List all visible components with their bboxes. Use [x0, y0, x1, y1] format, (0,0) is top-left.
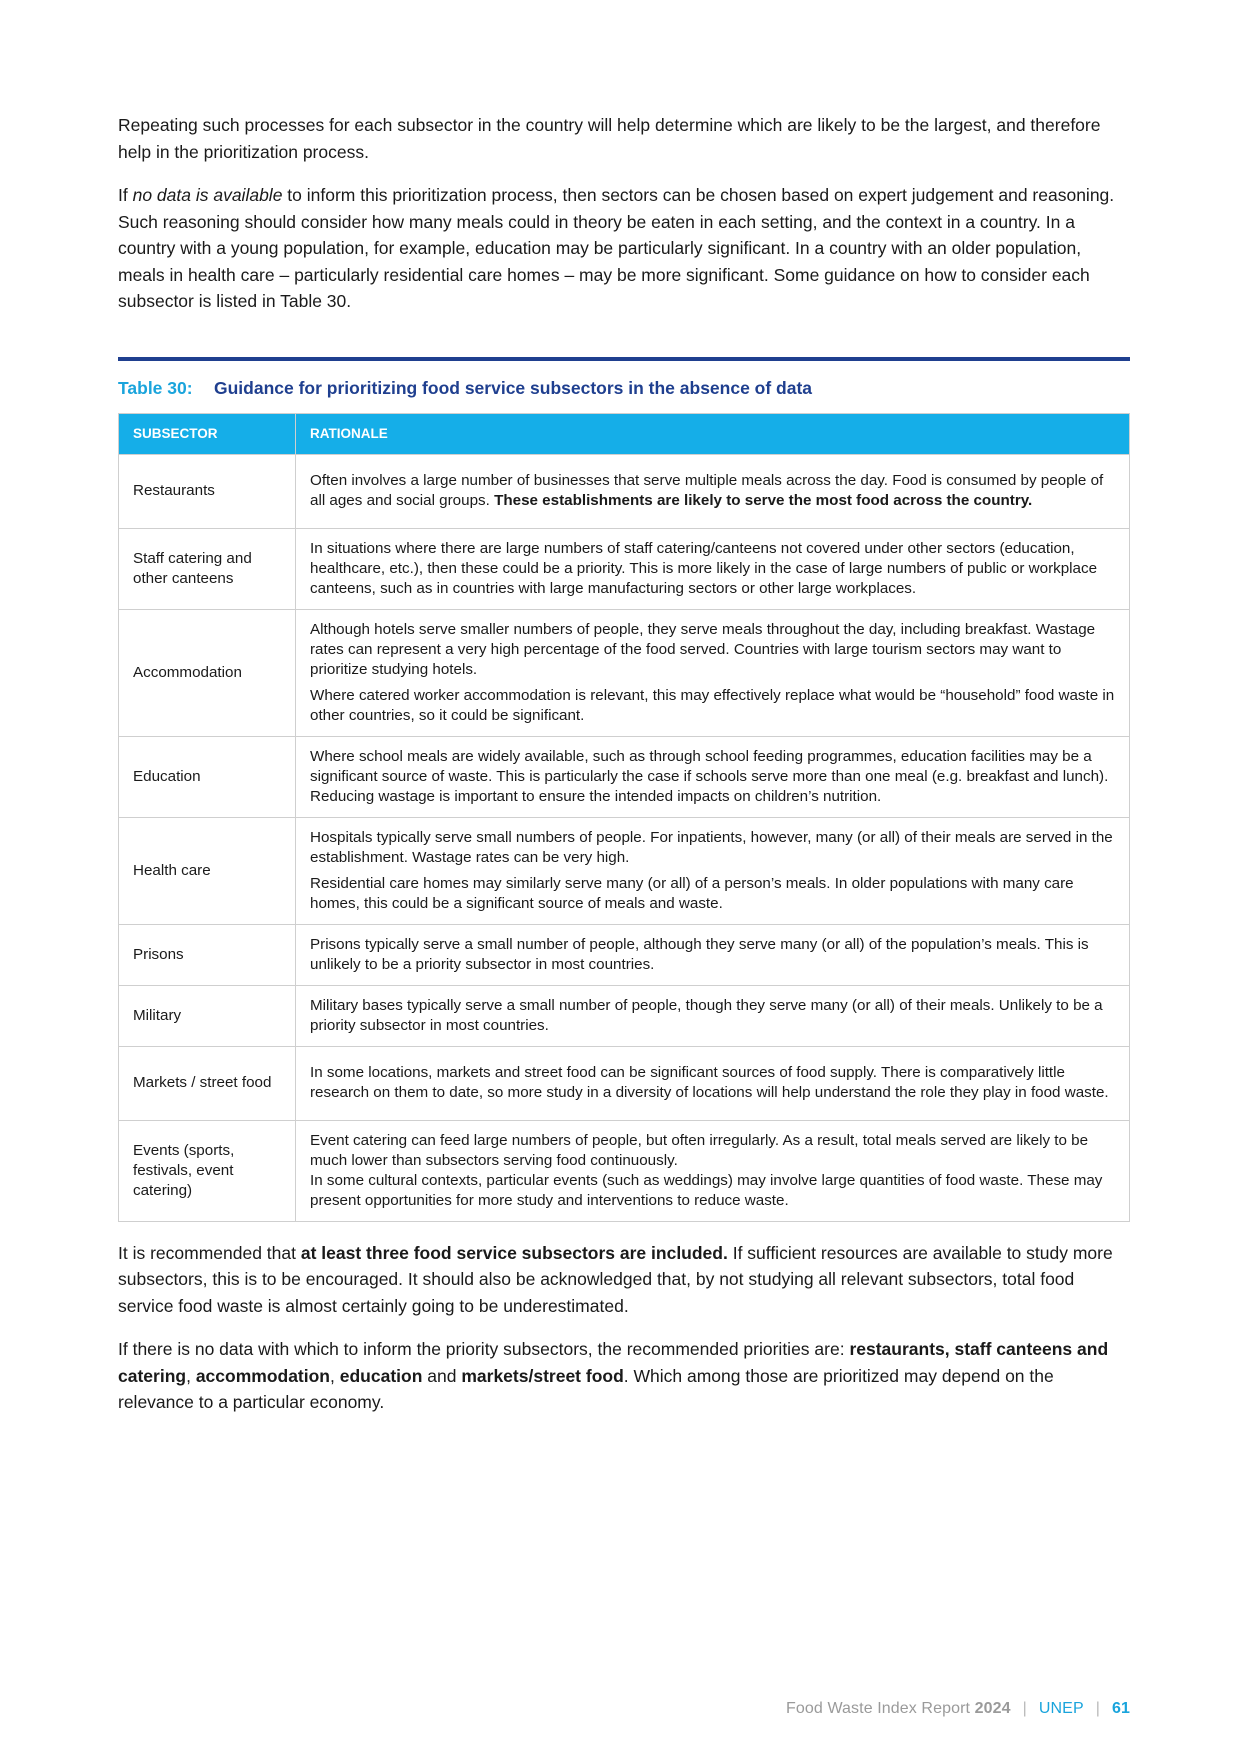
- footer-separator: |: [1022, 1700, 1027, 1717]
- text-run: It is recommended that: [118, 1242, 301, 1263]
- table-number: Table 30:: [118, 377, 193, 398]
- rationale-text: Residential care homes may similarly serve many (or all) of a person’s meals. In older populations with many care homes, this could be a significant source of meals and waste.: [310, 874, 1074, 912]
- bold-run: restaurants, staff canteens and catering: [118, 1339, 1109, 1386]
- table-row: [119, 924, 1130, 985]
- text-run: . Which among those are prioritized may depend on the relevance to a particular economy.: [118, 1365, 1054, 1412]
- rationale-text: Prisons typically serve a small number of people, although they serve many (or all) of the population’s meals. This is unlikely to be a priority subsector in most countries.: [310, 935, 1089, 973]
- bold-run: accommodation: [195, 1365, 331, 1386]
- bold-run: at least three food service subsectors are included.: [300, 1242, 728, 1263]
- text-run: ,: [186, 1365, 196, 1386]
- table-row: [119, 1046, 1130, 1120]
- text-run: ,: [330, 1365, 340, 1386]
- rationale-cell: [296, 528, 1130, 609]
- rationale-cell: [296, 736, 1130, 817]
- table-header-row: [119, 413, 1130, 454]
- rationale-emphasis: These establishments are likely to serve the most food across the country.: [494, 492, 1033, 509]
- subsector-cell: Markets / street food: [119, 1046, 296, 1120]
- rationale-text: Event catering can feed large numbers of people, but often irregularly. As a result, total meals served are likely to be much lower than subsectors serving food continuously.: [310, 1131, 1089, 1169]
- rationale-text: Where catered worker accommodation is relevant, this may effectively replace what would be “household” food waste in other countries, so it could be significant.: [310, 686, 1115, 724]
- rationale-text: Where school meals are widely available, such as through school feeding programmes, education facilities may be a significant source of waste. This is particularly the case if schools serve more than one meal (e.g. breakfast and lunch). Reducing wastage is important to ensure the intended impacts on children’s nutrition.: [310, 747, 1109, 805]
- text-run: If there is no data with which to inform the priority subsectors, the recommended priorities are:: [118, 1339, 850, 1359]
- column-header-rationale: RATIONALE: [296, 413, 1130, 454]
- subsector-cell: Prisons: [119, 924, 296, 985]
- text-run: If: [118, 185, 133, 205]
- column-header-subsector: SUBSECTOR: [119, 413, 296, 454]
- text-run: and: [422, 1365, 462, 1386]
- table-caption: [118, 375, 1130, 413]
- rationale-text: Military bases typically serve a small number of people, though they serve many (or all) of their meals. Unlikely to be a priority subsector in most countries.: [310, 996, 1103, 1034]
- subsector-cell: Restaurants: [119, 454, 296, 528]
- table-top-rule: [118, 357, 1130, 361]
- subsector-guidance-table: [118, 413, 1130, 1222]
- rationale-text: Although hotels serve smaller numbers of people, they serve meals throughout the day, including breakfast. Wastage rates can represent a very high percentage of the food served. Countries with large tourism sectors may want to prioritize studying hotels.: [310, 620, 1096, 678]
- rationale-text: Hospitals typically serve small numbers of people. For inpatients, however, many (or all) of their meals are served in the establishment. Wastage rates can be very high.: [310, 828, 1113, 866]
- table-row: [119, 1120, 1130, 1221]
- rationale-cell: [296, 1046, 1130, 1120]
- table-row: [119, 736, 1130, 817]
- organization-name: UNEP: [1038, 1700, 1084, 1717]
- report-year: 2024: [974, 1700, 1011, 1717]
- rationale-text: In situations where there are large numbers of staff catering/canteens not covered under other sectors (education, healthcare, etc.), then these could be a priority. This is more likely in the case of large numbers of public or workplace canteens, such as in countries with large manufacturing sectors or other large workplaces.: [310, 539, 1098, 597]
- subsector-cell: Accommodation: [119, 609, 296, 736]
- rationale-cell: [296, 454, 1130, 528]
- intro-paragraph-1: Repeating such processes for each subsector in the country will help determine which are likely to be the largest, and therefore help in the prioritization process.: [118, 115, 1101, 162]
- bold-run: markets/street food: [461, 1365, 624, 1386]
- table-title: Guidance for prioritizing food service subsectors in the absence of data: [214, 377, 813, 398]
- text-run: to inform this prioritization process, then sectors can be chosen based on expert judgement and reasoning. Such reasoning should consider how many meals could in theory be eaten in each setting, and the context in a country. In a country with a young population, for example, education may be particularly significant. In a country with an older population, meals in health care – particularly residential care homes – may be more significant. Some guidance on how to consider each subsector is listed in Table 30.: [118, 185, 1115, 311]
- rationale-cell: [296, 985, 1130, 1046]
- priorities-paragraph: [118, 1336, 1130, 1416]
- table-row: [119, 528, 1130, 609]
- page-number: 61: [1112, 1700, 1130, 1717]
- rationale-cell: [296, 609, 1130, 736]
- subsector-cell: Military: [119, 985, 296, 1046]
- rationale-text: Often involves a large number of businesses that serve multiple meals across the day. Food is consumed by people of all ages and social groups.: [310, 472, 1104, 509]
- italic-run: no data is available: [132, 185, 283, 205]
- report-title: Food Waste Index Report: [786, 1700, 975, 1717]
- subsector-cell: Staff catering and other canteens: [119, 528, 296, 609]
- closing-text: [118, 1240, 1130, 1416]
- rationale-text: In some locations, markets and street food can be significant sources of food supply. There is comparatively little research on them to date, so more study in a diversity of locations will help understand the role they play in food waste.: [310, 1064, 1109, 1101]
- table-row: [119, 454, 1130, 528]
- table-row: [119, 985, 1130, 1046]
- page-footer: [786, 1700, 1130, 1718]
- table-row: [119, 817, 1130, 924]
- rationale-cell: [296, 817, 1130, 924]
- recommendation-paragraph: [118, 1240, 1130, 1320]
- table-row: [119, 609, 1130, 736]
- footer-separator: |: [1095, 1700, 1100, 1717]
- subsector-cell: Education: [119, 736, 296, 817]
- rationale-text: In some cultural contexts, particular events (such as weddings) may involve large quantities of food waste. These may present opportunities for more study and interventions to reduce waste.: [310, 1171, 1103, 1209]
- bold-run: education: [339, 1365, 423, 1386]
- rationale-cell: [296, 924, 1130, 985]
- rationale-cell: [296, 1120, 1130, 1221]
- subsector-cell: Health care: [119, 817, 296, 924]
- intro-paragraph-2: [118, 182, 1130, 315]
- subsector-cell: Events (sports, festivals, event catering): [119, 1120, 296, 1221]
- text-run: If sufficient resources are available to study more subsectors, this is to be encouraged. It should also be acknowledged that, by not studying all relevant subsectors, total food service food waste is almost certainly going to be underestimated.: [118, 1242, 1113, 1316]
- page-content: [118, 112, 1130, 1433]
